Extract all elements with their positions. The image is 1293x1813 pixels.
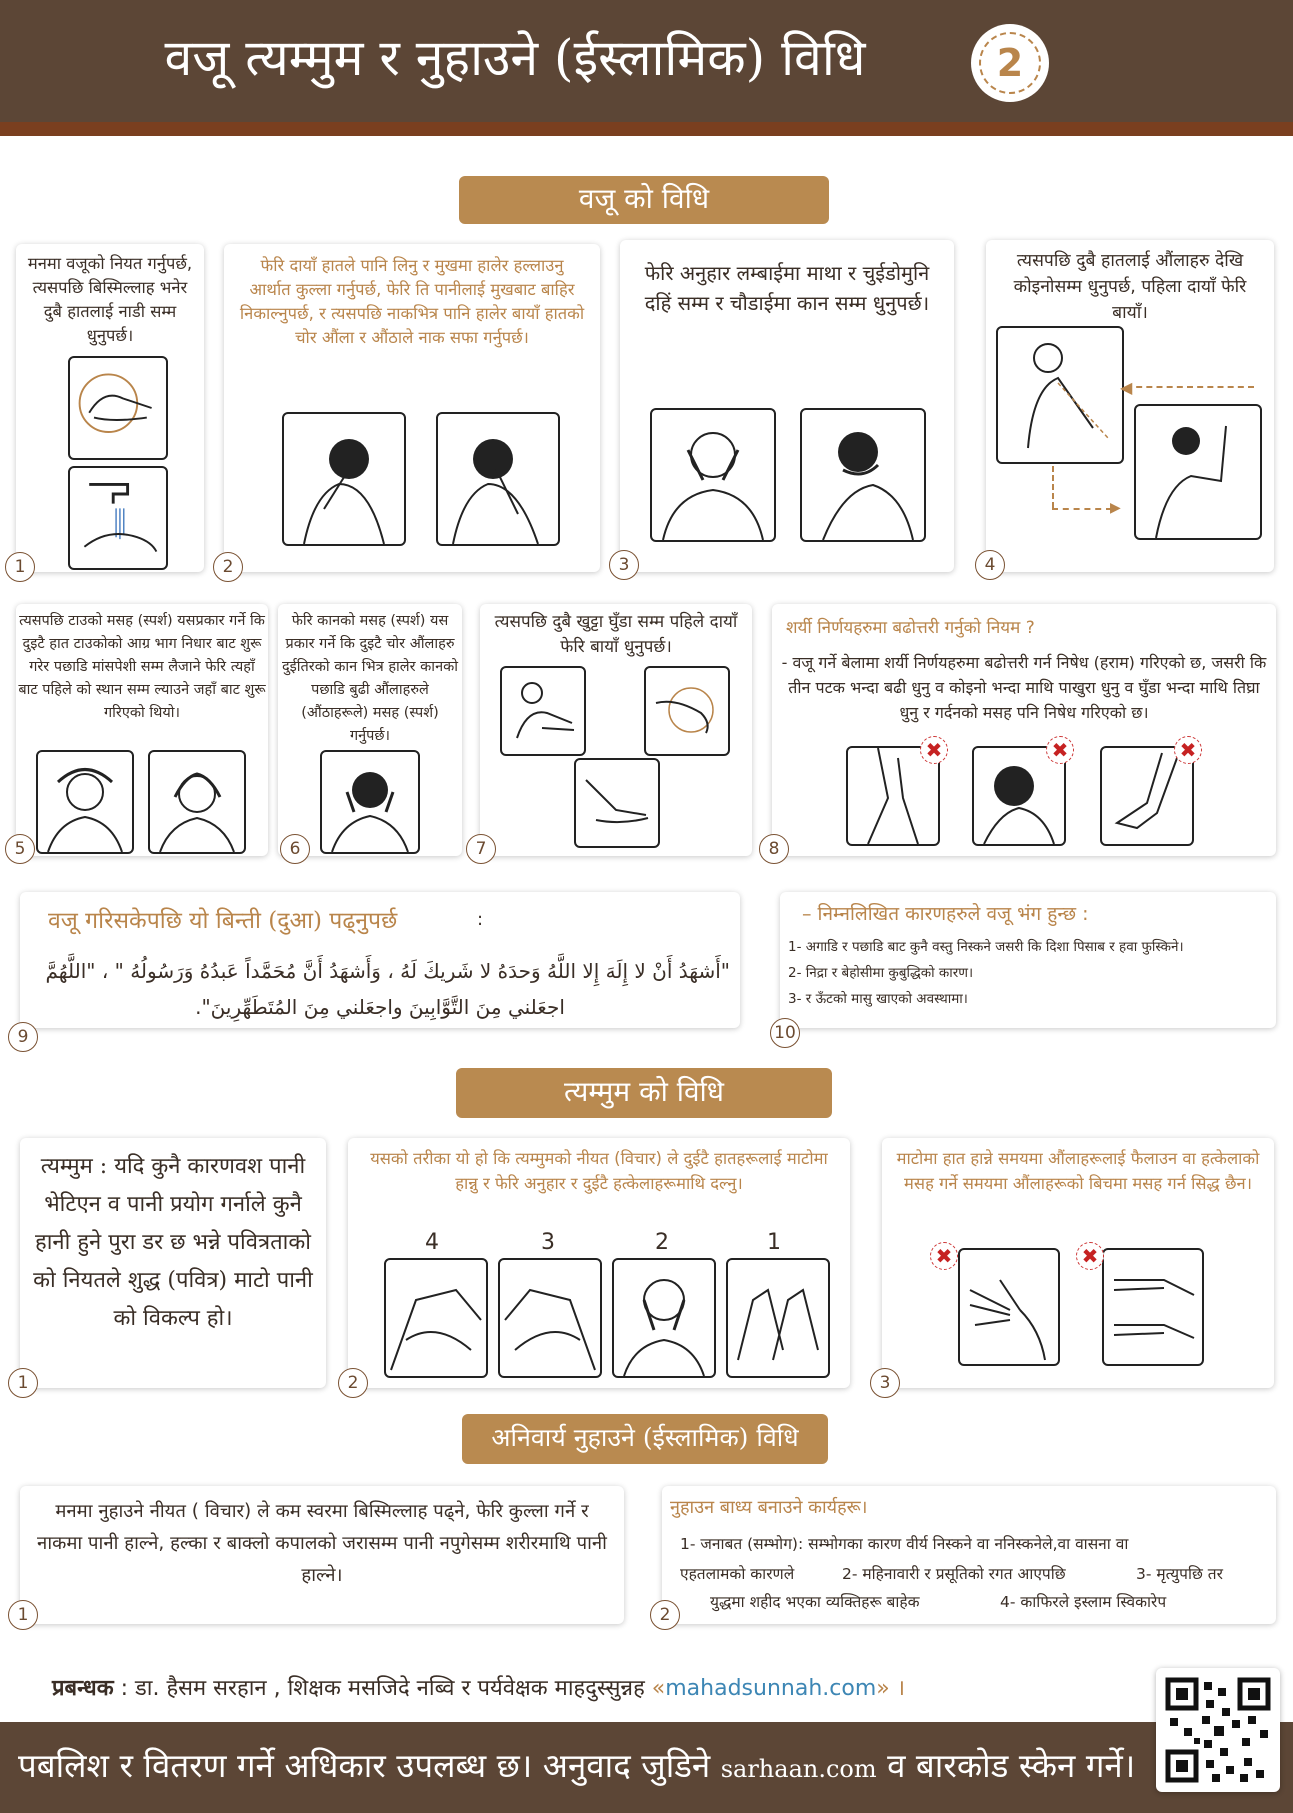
wudu-step-card-5 — [16, 604, 268, 856]
step-text: त्यम्मुम : यदि कुनै कारणवश पानी भेटिएन व पानी प्रयोग गर्नाले कुनै हानी हुने पुरा डर छ भन्ने पवित्रताको को नियतले शुद्ध (पवित्र) माटो पानी को विकल्प हो। — [33, 1154, 313, 1331]
website-close: » । — [876, 1676, 906, 1701]
step-text: फेरि अनुहार लम्बाईमा माथा र चुईडोमुनि दहिं सम्म र चौडाईमा कान सम्म धुनुपर्छ। — [644, 261, 930, 315]
arrow-left-dashed — [1126, 386, 1254, 388]
step-text: फेरि कानको मसह (स्पर्श) यस प्रकार गर्ने कि दुइटै चोर औंलाहरु दुईतिरको कान भित्र हालेर कानको पछाडि बुढी औंलाहरुले (औंठाहरूले) मसह (स्पर्श) गर्नुपर्छ। — [281, 613, 459, 744]
step-number-1: 1 — [8, 1600, 38, 1630]
qr-code[interactable] — [1156, 1668, 1280, 1792]
wash-face-front-illustration — [650, 408, 776, 542]
step-line: 3- मृत्युपछि तर — [1136, 1565, 1223, 1583]
forbidden-x-icon: ✖ — [1174, 736, 1202, 764]
step-number-3: 3 — [609, 550, 639, 580]
header-strip — [0, 122, 1293, 136]
dua-colon: : — [476, 909, 484, 930]
wudu-step-card-4 — [986, 240, 1274, 572]
footer-text-part-2: व बारकोड स्केन गर्ने। — [876, 1746, 1136, 1785]
order-label: 4 — [425, 1230, 439, 1255]
step-number-2: 2 — [650, 1600, 680, 1630]
manager-text: : डा. हैसम सरहान , शिक्षक मसजिदे नब्वि र पर्यवेक्षक माहदुस्सुन्नह — [120, 1676, 645, 1701]
step-title: नुहाउन बाध्य बनाउने कार्यहरू। — [670, 1497, 868, 1518]
wudu-section-title: वजू को विधि — [459, 176, 829, 224]
website-open: « — [651, 1676, 666, 1701]
footer-site-link[interactable]: sarhaan.com — [720, 1755, 877, 1783]
step-text: - वजू गर्ने बेलामा शर्यी निर्णयहरुमा बढोत्तरी गर्न निषेध (हराम) गरिएको छ, जसरी कि तीन पटक भन्दा बढी धुनु व कोइनो भन्दा माथि पाखुरा धुनु व घुँडा भन्दा माथि तिघ्रा धुनु र गर्दनको मसह पनि निषेध गरिएको छ। — [781, 653, 1267, 722]
step-line: 1- जनाबत (सम्भोग): सम्भोगका कारण वीर्य निस्कने वा ननिस्कनेले,वा वासना वा — [680, 1535, 1129, 1553]
wash-toes-illustration — [574, 758, 660, 848]
forbidden-x-icon: ✖ — [930, 1242, 958, 1270]
tayammum-step-card-2 — [348, 1138, 850, 1388]
rub-hand-back-illustration — [384, 1258, 488, 1378]
step-number-2: 2 — [213, 552, 243, 582]
step-number-4: 4 — [975, 550, 1005, 580]
page-number: 2 — [979, 32, 1041, 94]
ghusl-step-card-1 — [20, 1486, 624, 1624]
arrow-right-dashed — [1052, 508, 1112, 510]
arrow-right-icon: ▶ — [1110, 500, 1121, 516]
wudu-step-card-6 — [278, 604, 462, 856]
step-text: त्यसपछि दुबै हातलाई औंलाहरु देखि कोइनोसम्म धुनुपर्छ, पहिला दायाँ फेरि बायाँ। — [1013, 251, 1247, 323]
step-text: मनमा नुहाउने नीयत ( विचार) ले कम स्वरमा बिस्मिल्लाह पढ्ने, फेरि कुल्ला गर्ने र नाकमा पानी हाल्ने, हल्का र बाक्लो कपालको जरासम्म पानी नपुगेसम्म शरीरमाथि पानी हाल्ने। — [37, 1501, 607, 1586]
step-line: युद्धमा शहीद भएका व्यक्तिहरू बाहेक — [710, 1593, 920, 1611]
strike-soil-illustration — [726, 1258, 830, 1378]
step-number-5: 5 — [5, 834, 35, 864]
nullifiers-title: – निम्नलिखित कारणहरुले वजू भंग हुन्छ : — [802, 903, 1089, 925]
qr-code-icon — [1156, 1668, 1280, 1792]
wudu-step-card-1 — [16, 244, 204, 572]
wudu-step-card-9 — [20, 892, 740, 1028]
page-title: वजू त्यम्मुम र नुहाउने (ईस्लामिक) विधि — [164, 29, 866, 87]
wash-arm-raised-illustration — [1134, 404, 1262, 540]
forbidden-x-icon: ✖ — [1046, 736, 1074, 764]
tayammum-section-title: त्यम्मुम को विधि — [456, 1068, 832, 1118]
step-number-7: 7 — [466, 834, 496, 864]
step-number-3: 3 — [870, 1368, 900, 1398]
forbidden-x-icon: ✖ — [1076, 1242, 1104, 1270]
nullifier-item: 3- र ऊँटको मासु खाएको अवस्थामा। — [788, 991, 968, 1007]
page-number-badge — [975, 28, 1045, 98]
order-label: 1 — [767, 1230, 781, 1255]
handwash-illustration — [68, 356, 168, 460]
wash-face-side-illustration — [800, 408, 926, 542]
tayammum-step-card-1 — [20, 1138, 326, 1388]
step-number-9: 9 — [8, 1022, 38, 1052]
tayammum-step-card-3 — [882, 1138, 1274, 1388]
wudu-step-card-2 — [224, 244, 600, 572]
ghusl-section-title: अनिवार्य नुहाउने (ईस्लामिक) विधि — [462, 1414, 828, 1464]
step-number-10: 10 — [770, 1018, 800, 1048]
wudu-step-card-8 — [772, 604, 1276, 856]
step-text: त्यसपछि दुबै खुट्टा घुँडा सम्म पहिले दायाँ फेरि बायाँ धुनुपर्छ। — [494, 612, 738, 657]
step-text: मनमा वजूको नियत गर्नुपर्छ, त्यसपछि बिस्मिल्लाह भनेर दुबै हातलाई नाडी सम्म धुनुपर्छ। — [27, 254, 193, 345]
rinse-mouth-illustration — [282, 412, 406, 546]
wash-foot-left-illustration — [644, 666, 730, 756]
website-link[interactable]: mahadsunnah.com — [665, 1676, 877, 1701]
step-number-6: 6 — [280, 834, 310, 864]
step-number-1: 1 — [5, 552, 35, 582]
wipe-head-illustration — [36, 750, 134, 854]
wipe-ears-illustration — [320, 750, 420, 854]
order-label: 2 — [655, 1230, 669, 1255]
tap-illustration — [68, 466, 168, 570]
step-line: 4- काफिरले इस्लाम स्विकारेप — [1000, 1593, 1167, 1611]
forbidden-x-icon: ✖ — [920, 736, 948, 764]
step-text: माटोमा हात हान्ने समयमा औंलाहरूलाई फैलाउन वा हत्केलाको मसह गर्ने समयमा औंलाहरूको बिचमा मसह गर्न सिद्ध छैन। — [896, 1149, 1260, 1193]
rinse-nose-illustration — [436, 412, 560, 546]
step-number-2: 2 — [338, 1368, 368, 1398]
step-number-1: 1 — [8, 1368, 38, 1398]
footer-text-part-1: पबलिश र वितरण गर्ने अधिकार उपलब्ध छ। अनुवाद जुडिने — [18, 1746, 721, 1785]
arrow-left-icon: ◀ — [1120, 378, 1133, 397]
nullifier-item: 1- अगाडि र पछाडि बाट कुनै वस्तु निस्कने जसरी कि दिशा पिसाब र हवा फुस्किने। — [788, 939, 1184, 955]
step-text: यसको तरीका यो हो कि त्यम्मुमको नीयत (विचार) ले दुईटै हातहरूलाई माटोमा हान्नु र फेरि अनुहार र दुईटै हत्केलाहरूमाथि दल्नु। — [370, 1149, 828, 1193]
wudu-step-card-3 — [620, 240, 954, 572]
wudu-step-card-7 — [480, 604, 752, 856]
wipe-face-illustration — [612, 1258, 716, 1378]
rub-hand-back-left-illustration — [498, 1258, 602, 1378]
step-line: 2- महिनावारी र प्रसूतिको रगत आएपछि — [842, 1565, 1066, 1583]
step-text: फेरि दायाँ हातले पानि लिनु र मुखमा हालेर हल्लाउनु आर्थात कुल्ला गर्नुपर्छ, फेरि ति पानीलाई मुखबाट बाहिर निकाल्नुपर्छ, र त्यसपछि नाकभित्र पानि हालेर बायाँ हातको चोर औंला र औंठाले नाक सफा गर्नुपर्छ। — [239, 256, 585, 347]
order-label: 3 — [541, 1230, 555, 1255]
wash-foot-right-illustration — [500, 666, 586, 756]
step-number-8: 8 — [759, 834, 789, 864]
arrow-down-dashed — [1052, 466, 1054, 508]
wash-arm-illustration — [996, 326, 1124, 464]
ghusl-step-card-2 — [662, 1486, 1276, 1624]
wipe-head-back-illustration — [148, 750, 246, 854]
hands-spread-illustration — [958, 1248, 1060, 1366]
step-title: शर्यी निर्णयहरुमा बढोत्तरी गर्नुको नियम ? — [786, 618, 1035, 638]
dua-arabic-line-2: اجعَلني مِنَ التَّوَّابِينَ واجعَلني مِنَ المُتَطَهِّرِينَ". — [195, 995, 565, 1019]
nullifier-item: 2- निद्रा र बेहोसीमा कुबुद्धिको कारण। — [788, 965, 974, 981]
step-text: त्यसपछि टाउको मसह (स्पर्श) यसप्रकार गर्ने कि दुइटै हात टाउकोको आग्र भाग निधार बाट शुरू गरेर पछाडि मांसपेशी सम्म लैजाने फेरि त्यहाँ बाट पहिले को स्थान सम्म ल्याउने जहाँ बाट शुरू गरिएको थियो। — [18, 613, 266, 721]
footer-text — [18, 1742, 1135, 1787]
step-line: एहतलामको कारणले — [680, 1565, 795, 1583]
dua-arabic-line-1: "أَشهَدُ أَنْ لا إِلَهَ إِلا اللَّهُ وَحدَهُ لا شَريكَ لَهُ ، وَأَشهَدُ أَنَّ مُحَمَّداً عَبدُهُ وَرَسُولُهُ " ، "اللَّهُمَّ — [45, 959, 730, 983]
dua-title: वजू गरिसकेपछि यो बिन्ती (दुआ) पढ्नुपर्छ — [48, 908, 398, 934]
wudu-step-card-10 — [780, 892, 1276, 1028]
hands-together-illustration — [1102, 1248, 1204, 1366]
manager-line — [52, 1672, 905, 1702]
manager-label: प्रबन्धक — [52, 1676, 114, 1701]
